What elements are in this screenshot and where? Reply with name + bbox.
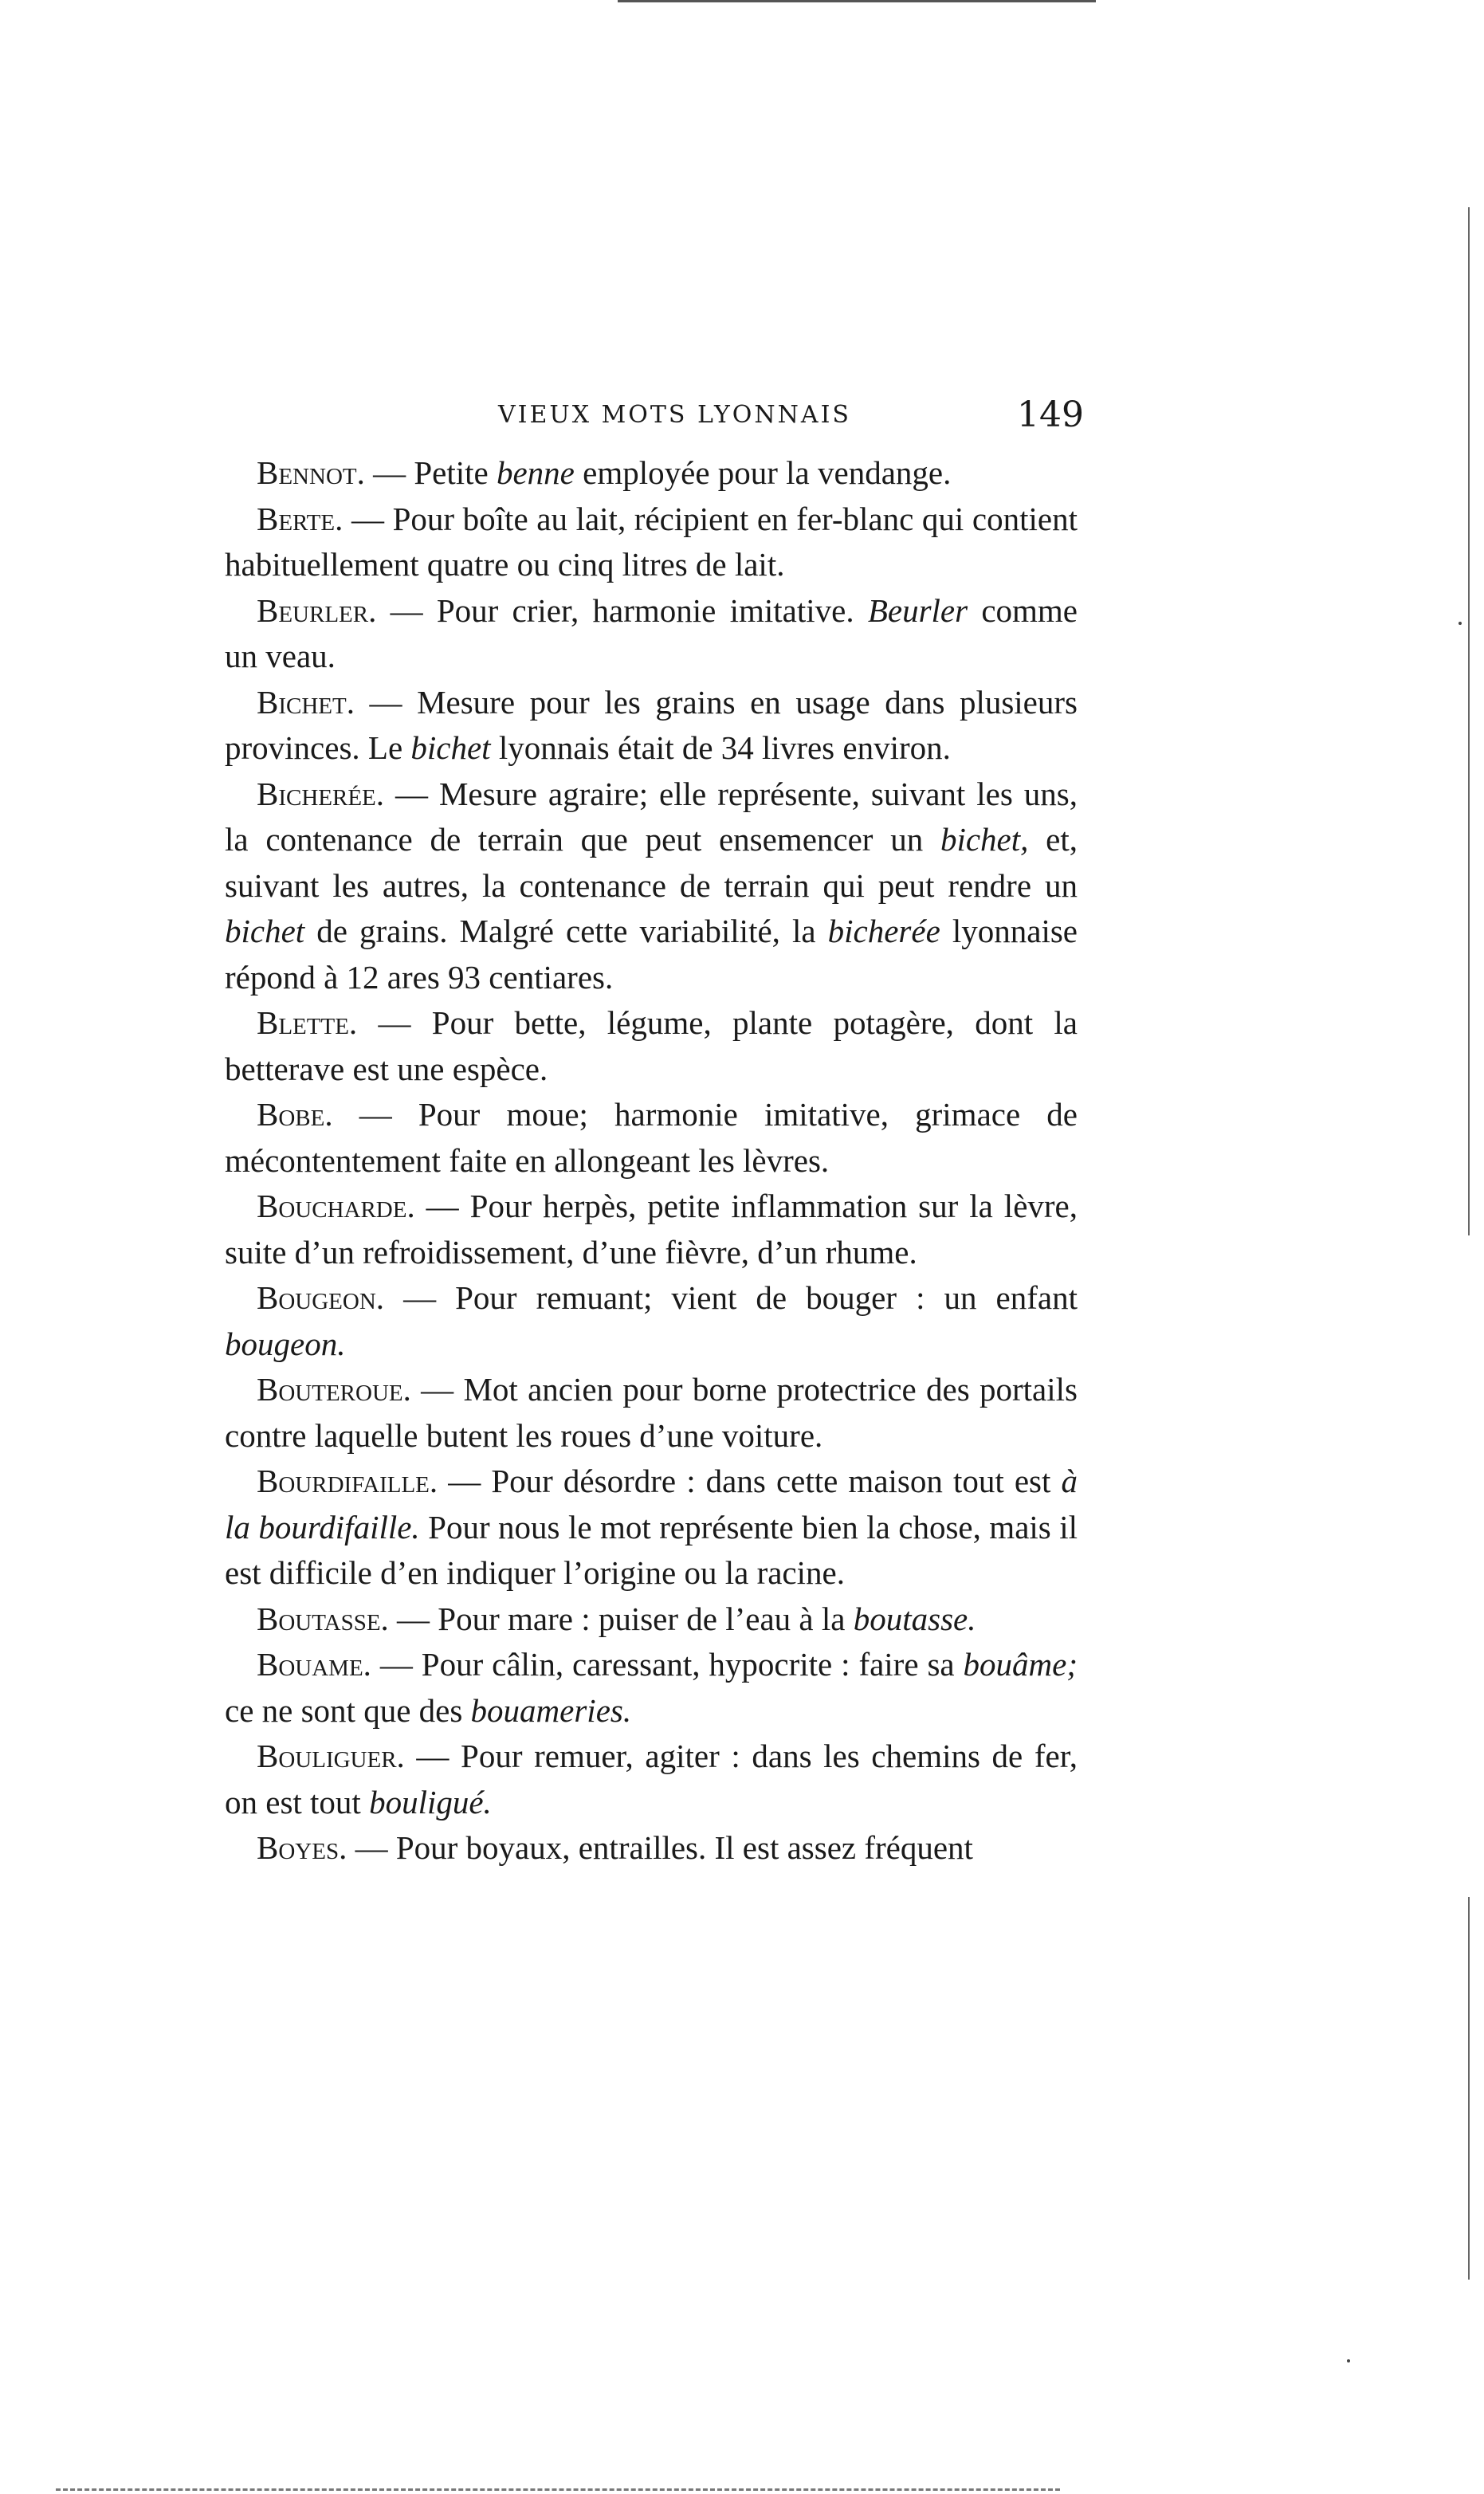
entry-italic-term: bicherée [827, 913, 940, 949]
entry-definition-text: — Petite [364, 454, 497, 491]
entry-italic-term: bichet [225, 913, 305, 949]
entry-definition-text: — Pour mare : puiser de l’eau à la [388, 1600, 854, 1637]
entry-definition-text: de grains. Malgré cette variabilité, la [304, 913, 828, 949]
entry-headword: Bouteroue. [257, 1371, 411, 1408]
entry-definition-text: employée pour la vendange. [574, 454, 952, 491]
entry-definition-text: ce ne sont que des [225, 1691, 471, 1729]
scan-speck [1458, 622, 1462, 625]
entry-italic-term: benne [496, 454, 575, 491]
dictionary-entries [225, 450, 1078, 1871]
entry-italic-term: bouameries. [470, 1691, 632, 1729]
entry-italic-term: à la bourdifaille. [225, 1463, 1078, 1545]
entry-definition-text: — Pour remuer, agiter : dans les chemins de fer, on est tout [225, 1738, 1078, 1820]
entry-definition-text: comme un veau. [225, 591, 1078, 674]
entry-definition-text: — Pour crier, harmonie imitative. [376, 591, 868, 629]
entry-headword: Beurler. [257, 591, 377, 629]
entry-headword: Blette. [257, 1004, 358, 1041]
scan-speck [1347, 2359, 1350, 2362]
entry-definition-text: — Pour boyaux, entrailles. Il est assez fréquent [347, 1829, 973, 1866]
dictionary-entry [225, 1459, 1078, 1597]
scan-right-edge [1468, 207, 1470, 1235]
dictionary-entry [225, 497, 1078, 588]
entry-definition-text: — Pour bette, légume, plante potagère, dont la betterave est une espèce. [225, 1004, 1078, 1087]
entry-headword: Boutasse. [257, 1600, 389, 1637]
dictionary-entry [225, 1734, 1078, 1825]
entry-definition-text: — Pour herpès, petite inflammation sur la lèvre, suite d’un refroidissement, d’une fièvre, d’un rhume. [225, 1188, 1078, 1271]
entry-definition-text: — Pour désordre : dans cette maison tout est [438, 1463, 1062, 1499]
entry-headword: Bourdifaille. [257, 1463, 438, 1499]
entry-italic-term: Beurler [867, 591, 968, 629]
entry-definition-text: — Mesure agraire; elle représente, suivant les uns, la contenance de terrain que peut ensemencer un [225, 775, 1078, 858]
entry-headword: Bougeon. [257, 1279, 385, 1316]
entry-definition-text: Pour nous le mot représente bien la chose, mais il est difficile d’en indiquer l’origine ou la racine. [225, 1508, 1078, 1591]
entry-headword: Bichet. [257, 683, 355, 721]
scan-right-edge-lower [1468, 1897, 1470, 2280]
entry-italic-term: bichet, [940, 821, 1029, 858]
dictionary-entry [225, 772, 1078, 1001]
entry-headword: Boyes. [257, 1829, 347, 1866]
entry-definition-text: lyonnais était de 34 livres environ. [490, 729, 951, 766]
page-number: 149 [1017, 395, 1084, 435]
dictionary-entry [225, 1597, 1078, 1643]
entry-italic-term: bouligué. [369, 1783, 492, 1820]
entry-definition-text: — Pour câlin, caressant, hypocrite : faire sa [371, 1646, 964, 1683]
entry-definition-text: — Pour boîte au lait, récipient en fer-blanc qui contient habituellement quatre ou cinq litres de lait. [225, 500, 1078, 583]
entry-italic-term: bouâme; [963, 1646, 1078, 1683]
entry-definition-text: — Pour moue; harmonie imitative, grimace de mécontentement faite en allongeant les lèvres. [225, 1096, 1078, 1179]
running-title: VIEUX MOTS LYONNAIS [498, 401, 851, 429]
dictionary-entry [225, 1825, 1078, 1871]
entry-definition-text: et, suivant les autres, la contenance de terrain qui peut rendre un [225, 821, 1078, 904]
entry-headword: Bouliguer. [257, 1738, 405, 1774]
dictionary-entry [225, 450, 1078, 497]
entry-italic-term: bichet [410, 729, 491, 766]
dictionary-entry [225, 680, 1078, 772]
entry-definition-text: — Mot ancien pour borne protectrice des portails contre laquelle butent les roues d’une voiture. [225, 1371, 1078, 1454]
entry-italic-term: boutasse. [853, 1600, 976, 1637]
dictionary-entry [225, 1275, 1078, 1367]
entry-headword: Boucharde. [257, 1188, 415, 1224]
scan-bottom-rule [56, 2488, 1060, 2491]
page-header [223, 395, 1084, 442]
entry-headword: Berte. [257, 500, 344, 537]
entry-italic-term: bougeon. [225, 1325, 346, 1362]
dictionary-entry [225, 588, 1078, 680]
entry-headword: Bennot. [257, 454, 365, 491]
entry-headword: Bouame. [257, 1646, 371, 1683]
dictionary-entry [225, 1000, 1078, 1092]
dictionary-entry [225, 1367, 1078, 1459]
dictionary-entry [225, 1642, 1078, 1734]
entry-definition-text: — Mesure pour les grains en usage dans plusieurs provinces. Le [225, 683, 1078, 766]
dictionary-entry [225, 1092, 1078, 1184]
scan-top-rule [618, 0, 1096, 2]
entry-definition-text: lyonnaise répond à 12 ares 93 centiares. [225, 913, 1078, 996]
entry-headword: Bobe. [257, 1096, 333, 1133]
entry-definition-text: — Pour remuant; vient de bouger : un enfant [384, 1279, 1078, 1316]
entry-headword: Bicherée. [257, 775, 385, 812]
dictionary-entry [225, 1184, 1078, 1275]
